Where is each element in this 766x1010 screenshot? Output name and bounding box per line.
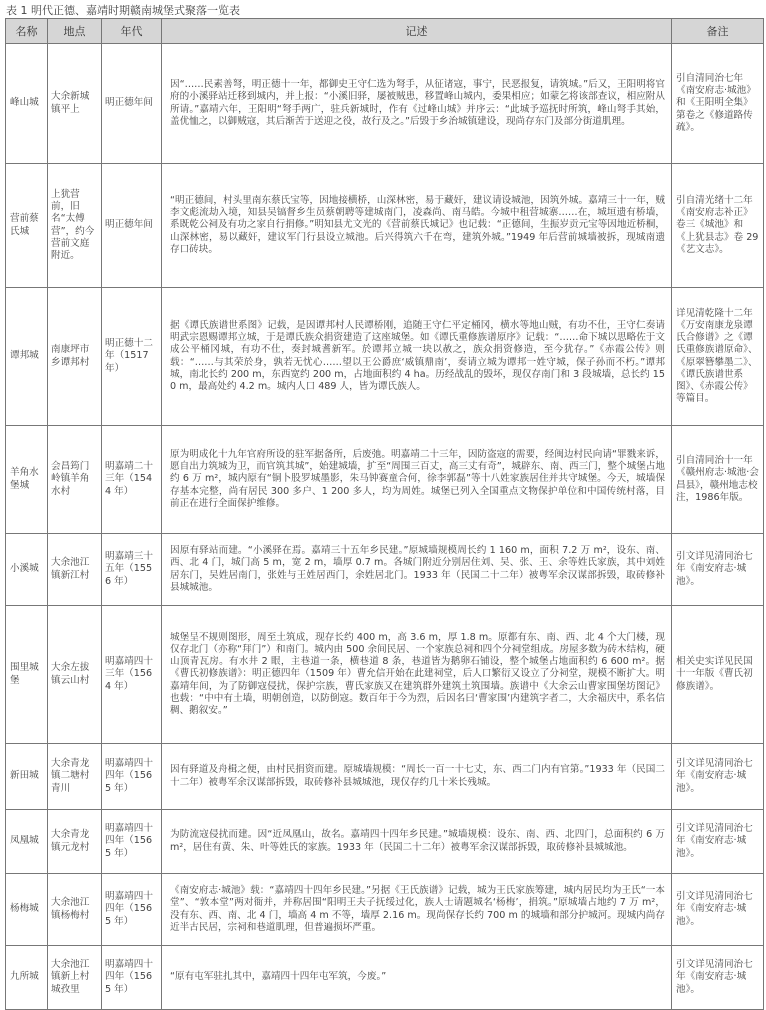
cell-note: 引文详见清同治七年《南安府志·城池》。 <box>672 810 764 874</box>
cell-location: 大余青龙镇元龙村 <box>48 810 102 874</box>
cell-record: 因有驿道及舟楫之便，由村民捐资而建。原城墙规模：“周长一百一十七丈，东、西二门内有官第。”1933 年（民国二十二年）被粤军余汉谋部拆毁，取砖修补县城城池，现仅存约几十米长残城。 <box>162 744 672 810</box>
cell-name: 围里城堡 <box>6 606 48 744</box>
cell-year: 明嘉靖三十五年（1556 年） <box>102 534 162 606</box>
table-row <box>6 810 764 874</box>
table-row <box>6 606 764 744</box>
cell-note: 引自清同治七年《南安府志·城池》和《王阳明全集》第卷之《修道路传疏》。 <box>672 44 764 164</box>
cell-record: “明正德间，村头里南东蔡氏宝等，因地接横桥，山深林密，易于藏奸，建议请设城池，因筑外城。嘉靖三十一年，贼李文彪流劫入境，知县吴镐督乡生员蔡朝聘等建城南门，凌森尚、南马皓。今城中租营城寨……在，城垣遗有桥墙，系既乾公祠及有功之家自行捐修。”明知县尤文光的《营前蔡氏城记》也记载：“正德间，生振岁贡元宝等因地近桥桐，山深林密，易以藏奸，建议军门行县设立城池。后兴得筑六千在弯，建筑外城。”1949 年后营前城墙被拆，现城南遗存口砖块。 <box>162 164 672 288</box>
cell-year: 明正德年间 <box>102 164 162 288</box>
table-caption: 表 1 明代正德、嘉靖时期赣南城堡式聚落一览表 <box>6 4 240 17</box>
cell-name: 谭邦城 <box>6 288 48 426</box>
cell-record: 因原有驿站而建。“小溪驿在焉。嘉靖三十五年乡民建。”原城墙规模周长约 1 160 m，面积 7.2 万 m²，设东、南、西、北 4 门，城门高 5 m，宽 2 m，墙厚 0.7 m。各城门附近分别居住刘、吴、张、王、余等姓氏家族，其中刘姓居东门，吴姓居南门，张姓与王姓居西门，余姓居北门。1933 年（民国二十二年）被粤军余汉谋部拆毁，取砖修补县城城池。 <box>162 534 672 606</box>
cell-year: 明嘉靖四十四年（1565 年） <box>102 744 162 810</box>
header-record: 记述 <box>162 19 672 44</box>
cell-note: 引文详见清同治七年《南安府志·城池》。 <box>672 744 764 810</box>
cell-name: 峰山城 <box>6 44 48 164</box>
cell-note: 引文详见清同治七年《南安府志·城池》。 <box>672 874 764 946</box>
cell-name: 营前蔡氏城 <box>6 164 48 288</box>
cell-record: 因“……民素善弩，明正德十一年，都御史王守仁选为弩手，从征诸寇，事宁，民恶报复，请筑城。”后又，王阳明将官府的小溪驿站迁移到城内，并上报：“小溪旧驿，屡被贼患，移置峰山城内，委果相应；如蒙乞将该部查议，相应附从所请。”嘉靖六年，王阳明“弩手两广，驻兵新城时，作有《过峰山城》并序云：“此城予巡抚时所筑，峰山弩手其始，盖优恤之，以御贼寇，其后渐苦于送迎之役，故行及之。”后毁于乡治城镇建设，现尚存东门及部分街道肌理。 <box>162 44 672 164</box>
cell-year: 明嘉靖四十四年（1565 年） <box>102 874 162 946</box>
cell-record: 《南安府志·城池》载：“嘉靖四十四年乡民建。”另据《王氏族谱》记载，城为王氏家族筹建，城内居民均为王氏“一本堂”、“敦本堂”两对衙并，并称居围“阳明王夫子抚绥过化，族人士请题城名‘杨梅’，捐筑。”原城墙占地约 7 万 m²，没有东、西、南、北 4 门，墙高 4 m 不等，墙厚 2.16 m。现尚保存长约 700 m 的城墙和部分护城河。现城内尚存近半古民居，宗祠和巷道肌理，但普遍损坏严重。 <box>162 874 672 946</box>
cell-year: 明嘉靖四十四年（1565 年） <box>102 810 162 874</box>
cell-name: 羊角水堡城 <box>6 426 48 534</box>
cell-location: 大余池江镇新上村城孜里 <box>48 946 102 1010</box>
table-row <box>6 874 764 946</box>
cell-name: 凤凰城 <box>6 810 48 874</box>
cell-note: 引自清光绪十二年《南安府志补正》卷三《城池》和《上犹县志》卷 29《艺文志》。 <box>672 164 764 288</box>
cell-year: 明嘉靖四十四年（1565 年） <box>102 946 162 1010</box>
cell-location: 南康坪市乡谭邦村 <box>48 288 102 426</box>
cell-record: “原有屯军驻扎其中，嘉靖四十四年屯军筑，今废。” <box>162 946 672 1010</box>
cell-name: 小溪城 <box>6 534 48 606</box>
cell-name: 新田城 <box>6 744 48 810</box>
cell-location: 大余池江镇新江村 <box>48 534 102 606</box>
cell-year: 明嘉靖四十三年（1564 年） <box>102 606 162 744</box>
cell-year: 明正德十二年（1517年） <box>102 288 162 426</box>
cell-year: 明嘉靖二十三年（1544 年） <box>102 426 162 534</box>
cell-record: 城堡呈不规则图形，周至土筑成，现存长约 400 m，高 3.6 m，厚 1.8 m。原都有东、南、西、北 4 个大门楼，现仅存北门（亦称“拜门”）和南门。城内由 500 余间民居、一个家族总祠和四个分祠堂组成。房屋多数为砖木结构，硬山顶青瓦房。有水井 2 眼，主巷道一条，横巷道 8 条，巷道皆为鹅卵石铺设，整个城堡占地面积约 6 600 m²。据《曹氏初修族谱》：明正德四年（1509 年）曹允信开始在此建祠堂，后人口繁衍又设立了分祠堂，规模不断扩大。明嘉靖年间，为了防御寇侵扰，保护宗族，曹氏家族又在建筑群外建筑土筑围墙。族谱中《大余云山曹家围堡坊图记》也载：“中中有土墙，明朝创造，以防倒寇。数百年于今为烈，后因名曰‘曹家围’内建筑字者二，大余福庆中，系名信稠、鹅叙安。” <box>162 606 672 744</box>
header-name: 名称 <box>6 19 48 44</box>
cell-note: 引文详见清同治七年《南安府志·城池》。 <box>672 946 764 1010</box>
table-row <box>6 288 764 426</box>
cell-location: 会昌筠门岭镇羊角水村 <box>48 426 102 534</box>
cell-record: 据《谭氏族谱世系图》记载，是因谭邦村人民谭桥刚，追随王守仁平定桶冈，横水等地山贼，有功不仕，王守仁奏请明武宗恩赐谭邦立城，于是谭氏族众捐资建造了这座城堡。如《谭氏重修族谱原序》记载：“……命下城以思略佐于文成公平桶冈城，有功不仕，奏封城耆新军。於谭邦立城一块以赦之，族众捐资修造，至今犹存。”《赤霞公传》则载：“……与其荣於身，孰若无忧心……望以王公爵庶‘威镇鼎南’，奏请立城为谭邦一姓守城，保子孙而不朽。”谭邦城，南北长约 200 m，东西宽约 200 m，占地面积约 4 ha。历经战乱的毁坏，现仅存南门和 3 段城墙，总长约 150 m，最高处约 4.2 m。城内人口 489 人，皆为谭氏族人。 <box>162 288 672 426</box>
header-note: 备注 <box>672 19 764 44</box>
cell-record: 为防流寇侵扰而建。因“近凤凰山，故名。嘉靖四十四年乡民建。”城墙规模：设东、南、西、北四门，总面积约 6 万 m²，居住有黄、朱、叶等姓氏的家族。1933 年（民国二十二年）被粤军余汉谋部拆毁，取砖修补县城城池。 <box>162 810 672 874</box>
cell-location: 大余池江镇杨梅村 <box>48 874 102 946</box>
table-row <box>6 534 764 606</box>
table-row <box>6 44 764 164</box>
cell-name: 九所城 <box>6 946 48 1010</box>
header-year: 年代 <box>102 19 162 44</box>
cell-name: 杨梅城 <box>6 874 48 946</box>
cell-record: 原为明成化十九年官府所设的驻军据备所，后废弛。明嘉靖二十三年，因防盗寇的需要，经闽边村民向请“罪戮来诉，愿自出力筑城为卫，而官筑其城”，始建城墙，扩至“周围三百丈，高三丈有奇”，城辟东、南、西三门，整个城堡占地约 6 万 m²，城内原有“铜卜股罗城墨影，朱马钟赛童合何，徐李郭磊”等十八姓家族居住并共守城堡。今天，城墙保存基本完整，尚有居民 300 多户、1 200 多人，均为周姓。城堡已列入全国重点文物保护单位和中国传统村落，目前正在进行全面保护维修。 <box>162 426 672 534</box>
cell-note: 引自清同治十一年《赣州府志·城池·会昌县》，赣州地志校注，1986年版。 <box>672 426 764 534</box>
cell-note: 引文详见清同治七年《南安府志·城池》。 <box>672 534 764 606</box>
cell-note: 相关史实详见民国十一年版《曹氏初修族谱》。 <box>672 606 764 744</box>
table-row <box>6 744 764 810</box>
header-location: 地点 <box>48 19 102 44</box>
cell-year: 明正德年间 <box>102 44 162 164</box>
cell-location: 上犹营前，旧名“太傅营”，约今营前文庭附近。 <box>48 164 102 288</box>
table-row <box>6 426 764 534</box>
cell-location: 大余左拔镇云山村 <box>48 606 102 744</box>
cell-location: 大余新城镇平上 <box>48 44 102 164</box>
cell-note: 详见清乾隆十二年《万安南康龙泉谭氏合修谱》之《谭氏重修族谱原命》、《原翠簪攀墨二》、《谭氏族谱世系图》、《赤霞公传》等篇目。 <box>672 288 764 426</box>
table-header-row <box>6 19 764 44</box>
table-row <box>6 164 764 288</box>
settlement-table <box>5 18 764 1010</box>
cell-location: 大余青龙镇二塘村青川 <box>48 744 102 810</box>
